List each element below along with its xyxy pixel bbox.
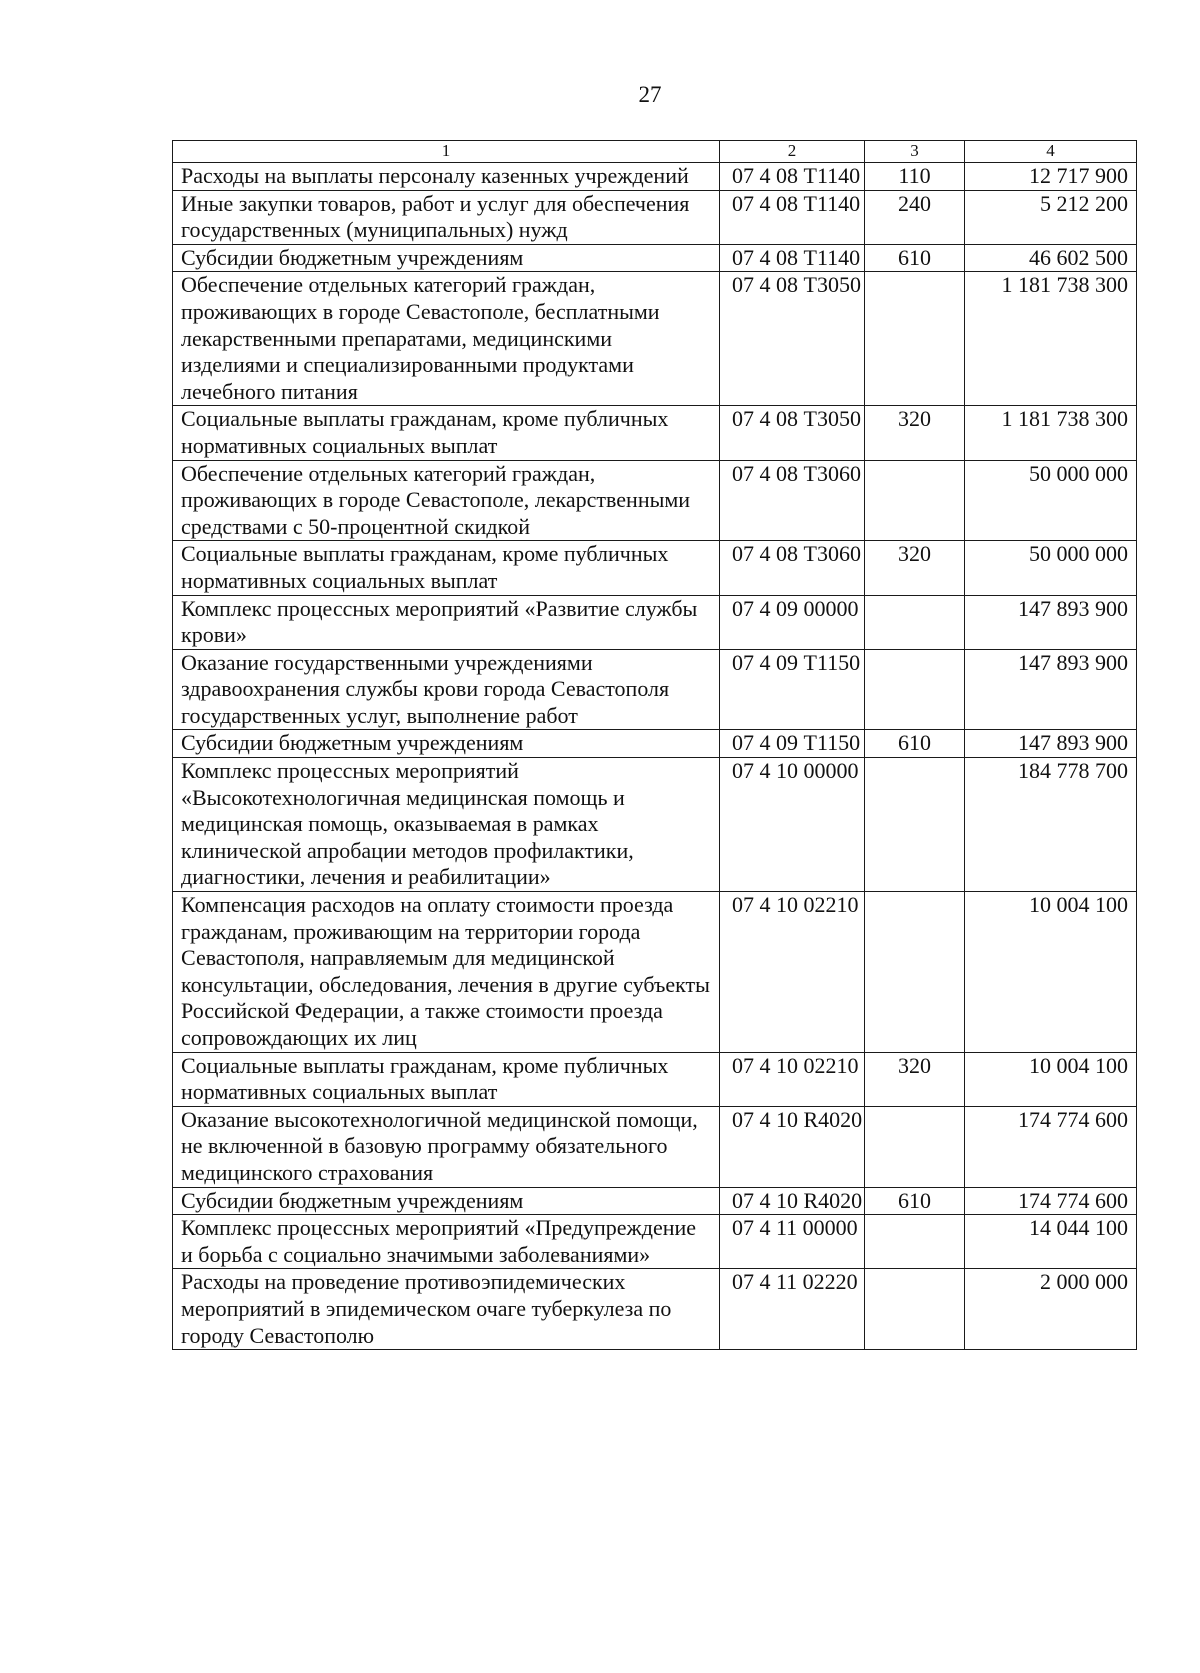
row-code-cell: 07 4 10 R4020 — [720, 1106, 865, 1187]
table-row — [173, 272, 1137, 406]
row-kind-cell: 320 — [865, 406, 965, 460]
row-code-cell: 07 4 10 R4020 — [720, 1187, 865, 1215]
row-kind-cell: 610 — [865, 730, 965, 758]
row-amount-cell: 174 774 600 — [965, 1106, 1137, 1187]
row-name-cell: Субсидии бюджетным учреждениям — [173, 730, 720, 758]
row-name-cell: Комплекс процессных мероприятий «Развитие службы крови» — [173, 595, 720, 649]
row-amount-cell: 10 004 100 — [965, 1052, 1137, 1106]
table-row — [173, 1269, 1137, 1350]
page-number: 27 — [638, 82, 662, 107]
table-row — [173, 595, 1137, 649]
row-code-cell: 07 4 09 Т1150 — [720, 649, 865, 730]
row-name-cell: Расходы на выплаты персоналу казенных учреждений — [173, 163, 720, 191]
row-code-cell: 07 4 08 Т3060 — [720, 460, 865, 541]
row-name-cell: Субсидии бюджетным учреждениям — [173, 1187, 720, 1215]
row-kind-cell: 320 — [865, 1052, 965, 1106]
row-kind-cell — [865, 1106, 965, 1187]
table-row — [173, 163, 1137, 191]
row-amount-cell: 147 893 900 — [965, 595, 1137, 649]
row-kind-cell — [865, 758, 965, 892]
row-name-cell: Обеспечение отдельных категорий граждан, проживающих в городе Севастополе, лекарственными средствами с 50-процентной скидкой — [173, 460, 720, 541]
budget-table — [172, 140, 1137, 1350]
table-body — [173, 163, 1137, 1350]
row-amount-cell: 147 893 900 — [965, 730, 1137, 758]
column-header-2: 2 — [720, 141, 865, 163]
column-header-1: 1 — [173, 141, 720, 163]
row-amount-cell: 2 000 000 — [965, 1269, 1137, 1350]
row-amount-cell: 1 181 738 300 — [965, 406, 1137, 460]
header-row — [173, 141, 1137, 163]
row-kind-cell — [865, 1215, 965, 1269]
row-code-cell: 07 4 09 Т1150 — [720, 730, 865, 758]
table-row — [173, 1106, 1137, 1187]
row-code-cell: 07 4 08 Т1140 — [720, 190, 865, 244]
row-kind-cell: 610 — [865, 1187, 965, 1215]
row-kind-cell: 320 — [865, 541, 965, 595]
row-code-cell: 07 4 11 00000 — [720, 1215, 865, 1269]
table-row — [173, 190, 1137, 244]
row-code-cell: 07 4 08 Т3050 — [720, 406, 865, 460]
row-name-cell: Расходы на проведение противоэпидемических мероприятий в эпидемическом очаге туберкулеза по городу Севастополю — [173, 1269, 720, 1350]
row-kind-cell — [865, 1269, 965, 1350]
row-name-cell: Субсидии бюджетным учреждениям — [173, 244, 720, 272]
row-kind-cell: 110 — [865, 163, 965, 191]
column-header-4: 4 — [965, 141, 1137, 163]
table-row — [173, 244, 1137, 272]
row-kind-cell — [865, 460, 965, 541]
row-amount-cell: 184 778 700 — [965, 758, 1137, 892]
table-row — [173, 406, 1137, 460]
table-row — [173, 1187, 1137, 1215]
row-name-cell: Социальные выплаты гражданам, кроме публичных нормативных социальных выплат — [173, 406, 720, 460]
row-code-cell: 07 4 09 00000 — [720, 595, 865, 649]
table-row — [173, 730, 1137, 758]
row-kind-cell — [865, 595, 965, 649]
row-name-cell: Комплекс процессных мероприятий «Высокотехнологичная медицинская помощь и медицинская помощь, оказываемая в рамках клинической апробации методов профилактики, диагностики, лечения и реабилитации» — [173, 758, 720, 892]
column-header-3: 3 — [865, 141, 965, 163]
row-kind-cell — [865, 272, 965, 406]
row-amount-cell: 5 212 200 — [965, 190, 1137, 244]
row-kind-cell: 240 — [865, 190, 965, 244]
row-kind-cell — [865, 892, 965, 1053]
row-code-cell: 07 4 08 Т3060 — [720, 541, 865, 595]
row-amount-cell: 50 000 000 — [965, 460, 1137, 541]
row-name-cell: Иные закупки товаров, работ и услуг для обеспечения государственных (муниципальных) нужд — [173, 190, 720, 244]
row-name-cell: Социальные выплаты гражданам, кроме публичных нормативных социальных выплат — [173, 541, 720, 595]
row-name-cell: Социальные выплаты гражданам, кроме публичных нормативных социальных выплат — [173, 1052, 720, 1106]
table-row — [173, 460, 1137, 541]
table-row — [173, 1215, 1137, 1269]
row-amount-cell: 50 000 000 — [965, 541, 1137, 595]
row-code-cell: 07 4 08 Т1140 — [720, 163, 865, 191]
row-code-cell: 07 4 10 02210 — [720, 1052, 865, 1106]
table-row — [173, 758, 1137, 892]
row-kind-cell: 610 — [865, 244, 965, 272]
row-amount-cell: 12 717 900 — [965, 163, 1137, 191]
row-code-cell: 07 4 10 00000 — [720, 758, 865, 892]
row-amount-cell: 147 893 900 — [965, 649, 1137, 730]
row-amount-cell: 46 602 500 — [965, 244, 1137, 272]
row-code-cell: 07 4 08 Т3050 — [720, 272, 865, 406]
row-name-cell: Компенсация расходов на оплату стоимости проезда гражданам, проживающим на территории города Севастополя, направляемым для медицинской консультации, обследования, лечения в другие субъекты Российской Федерации, а также стоимости проезда сопровождающих их лиц — [173, 892, 720, 1053]
table-header — [173, 141, 1137, 163]
table-row — [173, 649, 1137, 730]
row-kind-cell — [865, 649, 965, 730]
row-name-cell: Комплекс процессных мероприятий «Предупреждение и борьба с социально значимыми заболеваниями» — [173, 1215, 720, 1269]
row-code-cell: 07 4 10 02210 — [720, 892, 865, 1053]
row-name-cell: Оказание высокотехнологичной медицинской помощи, не включенной в базовую программу обязательного медицинского страхования — [173, 1106, 720, 1187]
table-row — [173, 892, 1137, 1053]
row-amount-cell: 10 004 100 — [965, 892, 1137, 1053]
row-code-cell: 07 4 08 Т1140 — [720, 244, 865, 272]
row-amount-cell: 174 774 600 — [965, 1187, 1137, 1215]
table-row — [173, 1052, 1137, 1106]
table-row — [173, 541, 1137, 595]
row-code-cell: 07 4 11 02220 — [720, 1269, 865, 1350]
row-name-cell: Оказание государственными учреждениями здравоохранения службы крови города Севастополя государственных услуг, выполнение работ — [173, 649, 720, 730]
row-name-cell: Обеспечение отдельных категорий граждан, проживающих в городе Севастополе, бесплатными лекарственными препаратами, медицинскими изделиями и специализированными продуктами лечебного питания — [173, 272, 720, 406]
row-amount-cell: 1 181 738 300 — [965, 272, 1137, 406]
row-amount-cell: 14 044 100 — [965, 1215, 1137, 1269]
